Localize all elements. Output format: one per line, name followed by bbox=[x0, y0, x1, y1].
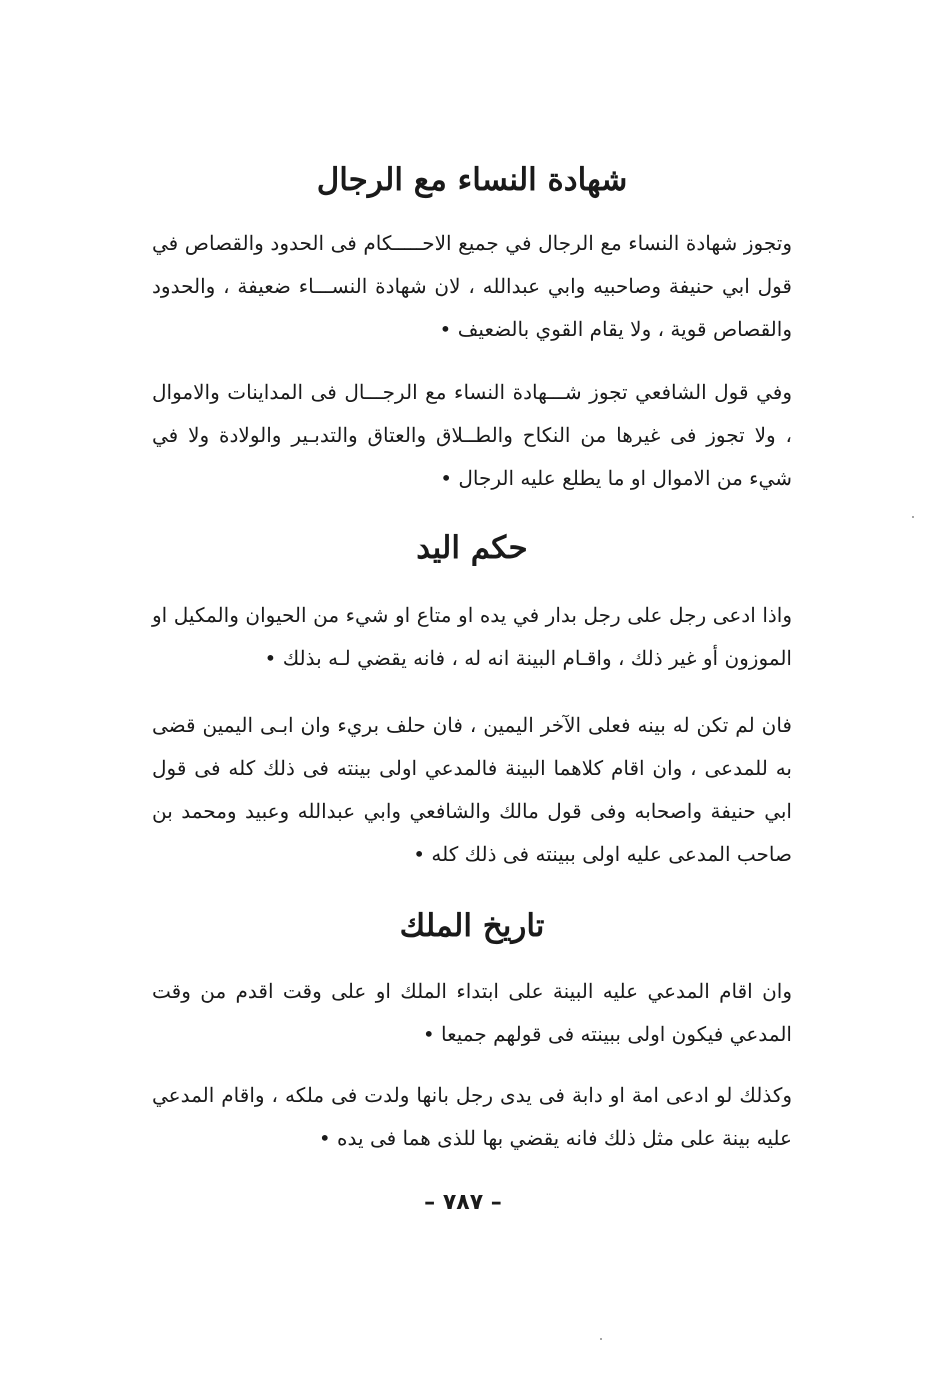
section-heading-possession: حكم اليد bbox=[416, 530, 528, 566]
section-heading-women-testimony: شهادة النساء مع الرجال bbox=[316, 162, 628, 198]
paragraph: فان لم تكن له بينه فعلى الآخر اليمين ، فان حلف بريء وان ابـى اليمين قضى به للمدعى ، وان اقام كلاهما البينة فالمدعي اولى بينته فى ذلك كله فى قول ابي حنيفة واصحابه وفى قول مالك والشافعي وابي عبدالله وعبيد ومحمد بن صاحب المدعى عليه اولى ببينته فى ذلك كله • bbox=[152, 713, 792, 866]
paragraph: وتجوز شهادة النساء مع الرجال في جميع الاحـــــكام فى الحدود والقصاص في قول ابي حنيفة وصاحبيه وابي عبدالله ، لان شهادة النســـاء ضعيفة ، والحدود والقصاص قوية ، ولا يقام القوي بالضعيف • bbox=[152, 231, 792, 341]
paragraph: واذا ادعى رجل على رجل بدار في يده او متاع او شيء من الحيوان والمكيل او الموزون أو غير ذلك ، واقـام البينة انه له ، فانه يقضي لـه بذلك • bbox=[152, 603, 792, 670]
paragraph: وان اقام المدعي عليه البينة على ابتداء الملك او على وقت اقدم من وقت المدعي فيكون اولى ببينته فى قولهم جميعا • bbox=[152, 979, 792, 1046]
paragraph: وكذلك لو ادعى امة او دابة فى يدى رجل بانها ولدت فى ملكه ، واقام المدعي عليه بينة على مثل ذلك فانه يقضي بها للذى هما فى يده • bbox=[152, 1083, 792, 1150]
paragraph: وفي قول الشافعي تجوز شـــهادة النساء مع الرجـــال فى المداينات والاموال ، ولا تجوز فى غيرها من النكاح والطــلاق والعتاق والتدبـير والولادة ولا في شيء من الاموال او ما يطلع عليه الرجال • bbox=[152, 380, 792, 490]
page-number: – ٧٨٧ – bbox=[424, 1190, 502, 1215]
page-body bbox=[152, 158, 792, 1160]
scan-speck bbox=[912, 516, 914, 518]
section-heading-ownership-date: تاريخ الملك bbox=[399, 908, 545, 944]
scan-speck bbox=[600, 1338, 602, 1340]
